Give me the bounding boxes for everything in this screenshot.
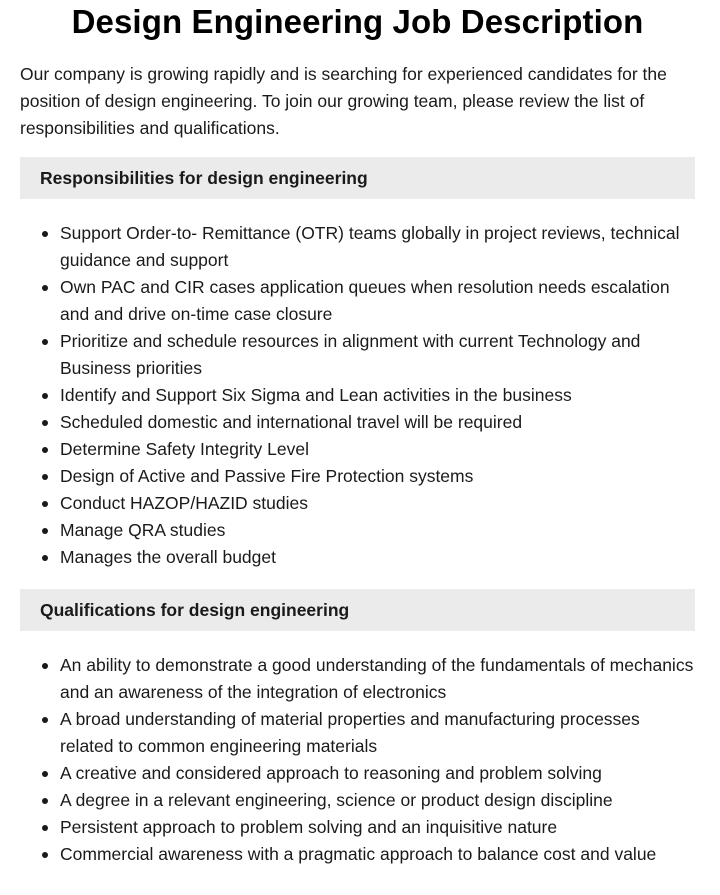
bullet-icon bbox=[42, 852, 48, 858]
bullet-icon bbox=[42, 771, 48, 777]
list-item bbox=[60, 382, 695, 409]
qualifications-list bbox=[20, 652, 695, 868]
list-item-text: Own PAC and CIR cases application queues when resolution needs escalation and and drive on-time case closure bbox=[60, 277, 670, 324]
qualifications-heading-label: Qualifications for design engineering bbox=[40, 599, 350, 620]
bullet-icon bbox=[42, 474, 48, 480]
list-item-text: Identify and Support Six Sigma and Lean activities in the business bbox=[60, 385, 572, 405]
bullet-icon bbox=[42, 717, 48, 723]
list-item-text: A degree in a relevant engineering, science or product design discipline bbox=[60, 790, 613, 810]
list-item bbox=[60, 652, 695, 706]
list-item-text: Determine Safety Integrity Level bbox=[60, 439, 310, 459]
bullet-icon bbox=[42, 663, 48, 669]
list-item bbox=[60, 463, 695, 490]
list-item-text: Manages the overall budget bbox=[60, 547, 276, 567]
list-item-text: Manage QRA studies bbox=[60, 520, 226, 540]
bullet-icon bbox=[42, 447, 48, 453]
bullet-icon bbox=[42, 501, 48, 507]
list-item bbox=[60, 706, 695, 760]
list-item bbox=[60, 841, 695, 868]
list-item-text: Commercial awareness with a pragmatic approach to balance cost and value bbox=[60, 844, 657, 864]
bullet-icon bbox=[42, 393, 48, 399]
list-item bbox=[60, 274, 695, 328]
list-item bbox=[60, 760, 695, 787]
bullet-icon bbox=[42, 825, 48, 831]
list-item bbox=[60, 409, 695, 436]
responsibilities-heading-label: Responsibilities for design engineering bbox=[40, 167, 368, 188]
bullet-icon bbox=[42, 285, 48, 291]
list-item bbox=[60, 814, 695, 841]
list-item-text: Prioritize and schedule resources in alignment with current Technology and Business priorities bbox=[60, 331, 641, 378]
list-item bbox=[60, 517, 695, 544]
bullet-icon bbox=[42, 339, 48, 345]
bullet-icon bbox=[42, 555, 48, 561]
list-item bbox=[60, 787, 695, 814]
responsibilities-list bbox=[20, 220, 695, 571]
bullet-icon bbox=[42, 420, 48, 426]
list-item-text: An ability to demonstrate a good understanding of the fundamentals of mechanics and an awareness of the integration of electronics bbox=[60, 655, 694, 702]
bullet-icon bbox=[42, 528, 48, 534]
responsibilities-heading bbox=[20, 157, 695, 199]
qualifications-heading bbox=[20, 589, 695, 631]
bullet-icon bbox=[42, 231, 48, 237]
bullet-icon bbox=[42, 798, 48, 804]
list-item-text: Scheduled domestic and international travel will be required bbox=[60, 412, 523, 432]
list-item-text: Persistent approach to problem solving and an inquisitive nature bbox=[60, 817, 558, 837]
intro-paragraph: Our company is growing rapidly and is searching for experienced candidates for the position of design engineering. To join our growing team, please review the list of responsibilities and qualifications. bbox=[20, 64, 667, 138]
page-title: Design Engineering Job Description bbox=[71, 3, 644, 40]
list-item bbox=[60, 544, 695, 571]
list-item-text: Support Order-to- Remittance (OTR) teams globally in project reviews, technical guidance and support bbox=[60, 223, 680, 270]
list-item bbox=[60, 220, 695, 274]
list-item bbox=[60, 490, 695, 517]
list-item bbox=[60, 328, 695, 382]
list-item-text: A creative and considered approach to reasoning and problem solving bbox=[60, 763, 602, 783]
list-item bbox=[60, 436, 695, 463]
list-item-text: A broad understanding of material properties and manufacturing processes related to common engineering materials bbox=[60, 709, 640, 756]
list-item-text: Conduct HAZOP/HAZID studies bbox=[60, 493, 308, 513]
list-item-text: Design of Active and Passive Fire Protection systems bbox=[60, 466, 474, 486]
